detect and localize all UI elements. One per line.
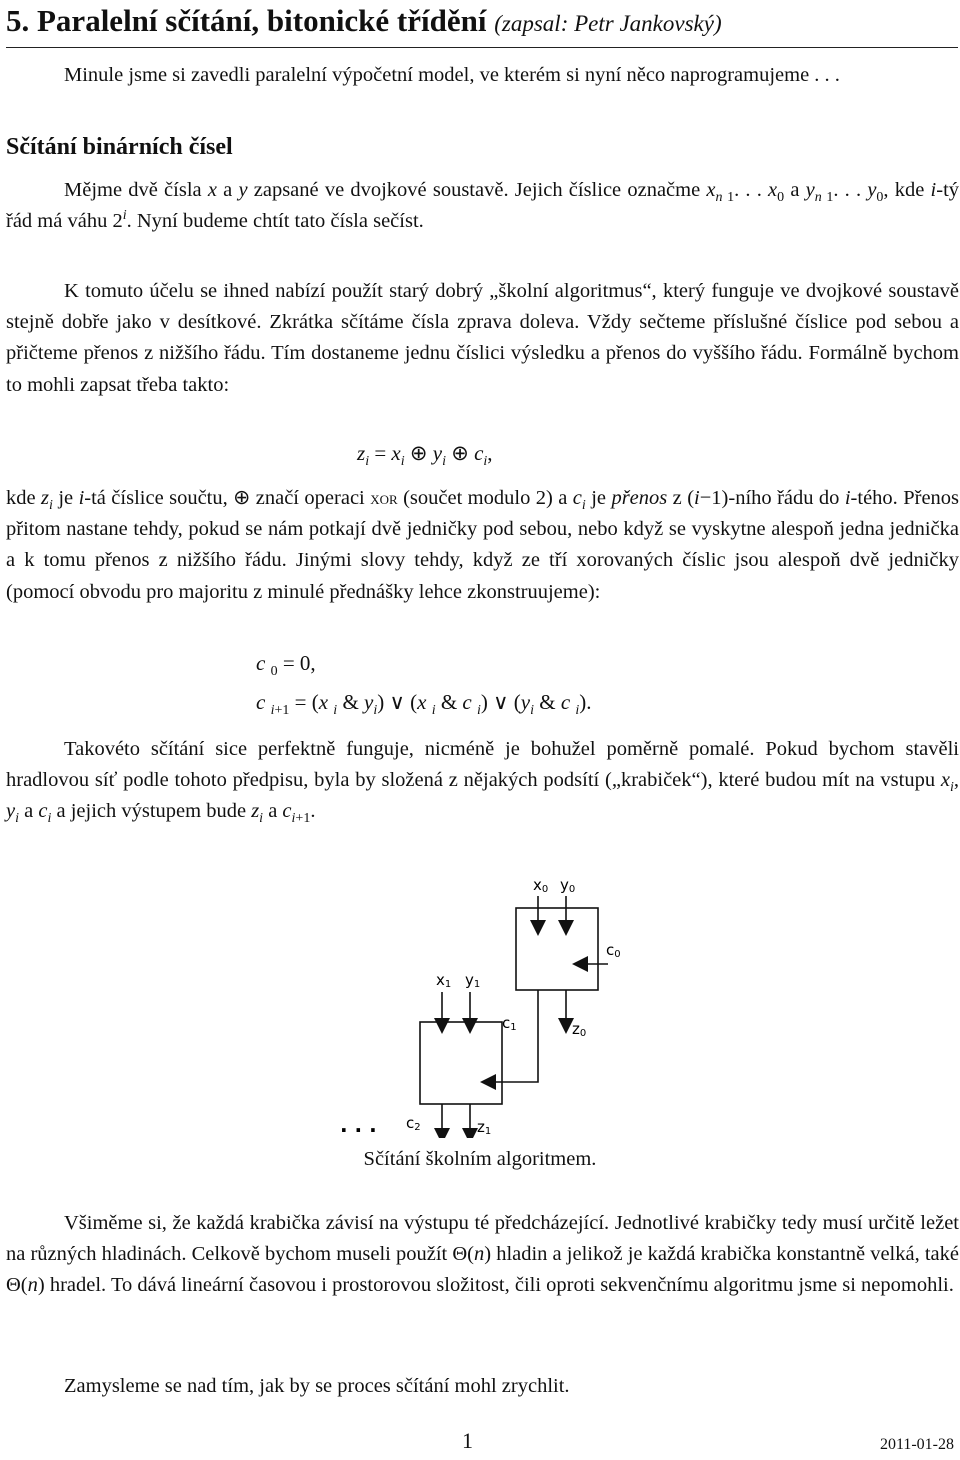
figure-caption: Sčítání školním algoritmem. <box>363 1148 597 1170</box>
equation-carry: c $_{i+1}$ = (x $_i$ & $y_i$) ∨ (x $_i$ & c $_i$) ∨ ($y_i$ & c $_i$). <box>256 690 592 719</box>
page-date: 2011-01-28 <box>879 1436 954 1453</box>
paragraph-school-algorithm: K tomuto účelu se ihned nabízí použít starý dobrý „školní algoritmus“, který funguje ve dvojkové soustavě stejně dobře jako v desítkové. Zkrátka sčítáme čísla zprava doleva. Vždy sečteme příslušné číslice pod sebou a přičteme přenos z nižšího řádu. Tím dostaneme jednu číslici výsledku a přenos do vyššího řádu. Formálně bychom to mohli zapsat třeba takto: <box>6 280 959 396</box>
title-text: 5. Paralelní sčítání, bitonické třídění <box>6 3 487 38</box>
label-z0: z0 <box>572 1020 587 1039</box>
equation-sum: $z_i = x_i$ ⊕ $y_i$ ⊕ $c_i$, <box>357 441 493 470</box>
label-z1: z1 <box>477 1118 492 1137</box>
paragraph-closing: Zamysleme se nad tím, jak by se proces sčítání mohl zrychlit. <box>64 1375 570 1397</box>
paragraph-carry: kde $z_i$ je i-tá číslice součtu, ⊕ značí operaci xor (součet modulo 2) a $c_i$ je přenos z (i−1)-ního řádu do i-tého. Přenos přitom nastane tehdy, pokud se nám potkají dvě jedničky pod sebou, nebo když se vyskytne alespoň jedna jednička a k tomu přenos z nižšího řádu. Jinými slovy tehdy, když ze tří xorovaných číslic jsou alespoň dvě jedničky (pomocí obvodu pro majoritu z minulé přednášky lehce zkonstruujeme): <box>6 487 960 603</box>
paragraph-levels: Všiměme si, že každá krabička závisí na výstupu té předcházející. Jednotlivé krabičky tedy musí určitě ležet na různých hladinách. Celkově bychom museli použít Θ(n) hladin a jelikož je každá krabička konstantně velká, také Θ(n) hradel. To dává lineární časovou i prostorovou složitost, čili oproti sekvenčnímu algoritmu jsme si nepomohli. <box>6 1212 959 1297</box>
title-note: (zapsal: Petr Jankovský) <box>494 11 722 36</box>
arrow-c1 <box>488 990 538 1082</box>
section-heading: Sčítání binárních čísel <box>6 134 233 160</box>
title-rule <box>6 47 958 48</box>
box-1 <box>420 1022 502 1104</box>
paragraph-slow: Takovéto sčítání sice perfektně funguje, nicméně je bohužel poměrně pomalé. Pokud bychom stavěli hradlovou síť podle tohoto předpisu, byla by složená z nějakých podsítí („krabiček“), které budou mít na vstupu $x_i$, $y_i$ a $c_i$ a jejich výstupem bude $z_i$ a $c_{i+1}$. <box>6 738 959 827</box>
label-y1: y1 <box>465 971 481 990</box>
label-x1: x1 <box>436 971 452 990</box>
label-x0: x0 <box>533 876 549 895</box>
label-c2: c2 <box>406 1114 421 1133</box>
label-c0: c0 <box>606 941 621 960</box>
adder-diagram <box>320 868 640 1138</box>
label-y0: y0 <box>560 876 576 895</box>
paragraph-digits: Mějme dvě čísla x a y zapsané ve dvojkové soustavě. Jejich číslice označme $x_{n 1}$. . . $x_0$ a $y_{n 1}$. . . $y_0$, kde i-tý řád má váhu 2$^i$. Nyní budeme chtít tato čísla sečíst. <box>6 179 960 233</box>
equation-c0: c $_0$ = 0, <box>256 651 316 680</box>
intro-paragraph: Minule jsme si zavedli paralelní výpočetní model, ve kterém si nyní něco naprogramujeme . . . <box>64 64 840 86</box>
box-0 <box>516 908 598 990</box>
label-c1: c1 <box>502 1014 517 1033</box>
label-dots: . . . <box>340 1113 377 1137</box>
page-number: 1 <box>462 1428 473 1453</box>
page-title <box>6 2 722 43</box>
